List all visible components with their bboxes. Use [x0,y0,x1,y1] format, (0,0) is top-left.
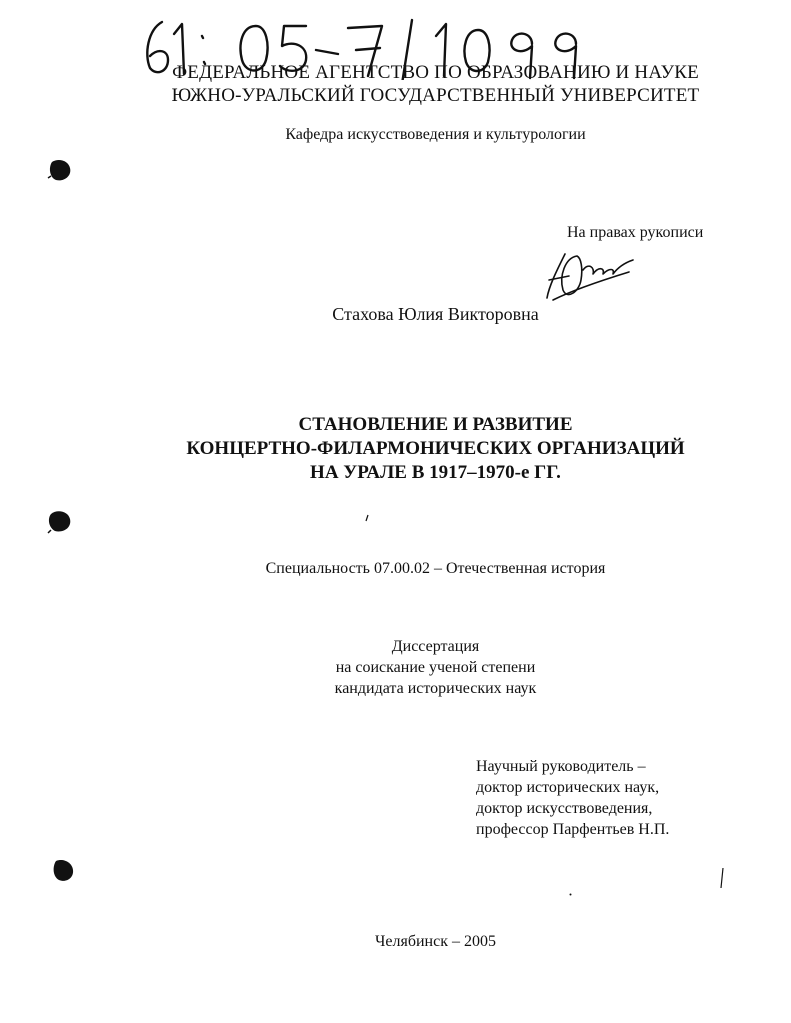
dissertation-type-line-2: на соискание ученой степени [335,659,536,676]
specialty: Специальность 07.00.02 – Отечественная история [265,560,606,577]
supervisor-line-1: Научный руководитель – [476,758,646,775]
binding-hole-mark [46,507,74,535]
scan-speck [568,892,573,897]
scan-speck [364,514,370,522]
supervisor-line-3: доктор искусствоведения, [476,800,653,817]
manuscript-rights-note: На правах рукописи [567,224,704,241]
dissertation-title-line-2: КОНЦЕРТНО-ФИЛАРМОНИЧЕСКИХ ОРГАНИЗАЦИЙ [186,438,685,459]
author-name: Стахова Юлия Викторовна [332,304,539,324]
binding-hole-mark [50,856,78,884]
dissertation-title-line-1: СТАНОВЛЕНИЕ И РАЗВИТИЕ [298,414,573,435]
scan-speck [718,866,726,890]
department-name: Кафедра искусствоведения и культурологии [285,126,586,143]
supervisor-line-2: доктор исторических наук, [476,779,660,796]
author-signature [543,246,635,304]
supervisor-line-4: профессор Парфентьев Н.П. [476,821,670,838]
binding-hole-mark [46,156,74,184]
dissertation-type-line-1: Диссертация [391,638,480,655]
agency-name: ФЕДЕРАЛЬНОЕ АГЕНТСТВО ПО ОБРАЗОВАНИЮ И НАУКЕ [172,62,699,83]
city-year: Челябинск – 2005 [375,933,496,950]
university-name: ЮЖНО-УРАЛЬСКИЙ ГОСУДАРСТВЕННЫЙ УНИВЕРСИТЕТ [171,85,700,106]
dissertation-type-line-3: кандидата исторических наук [334,680,537,697]
dissertation-title-line-3: НА УРАЛЕ В 1917–1970-е ГГ. [310,462,561,483]
